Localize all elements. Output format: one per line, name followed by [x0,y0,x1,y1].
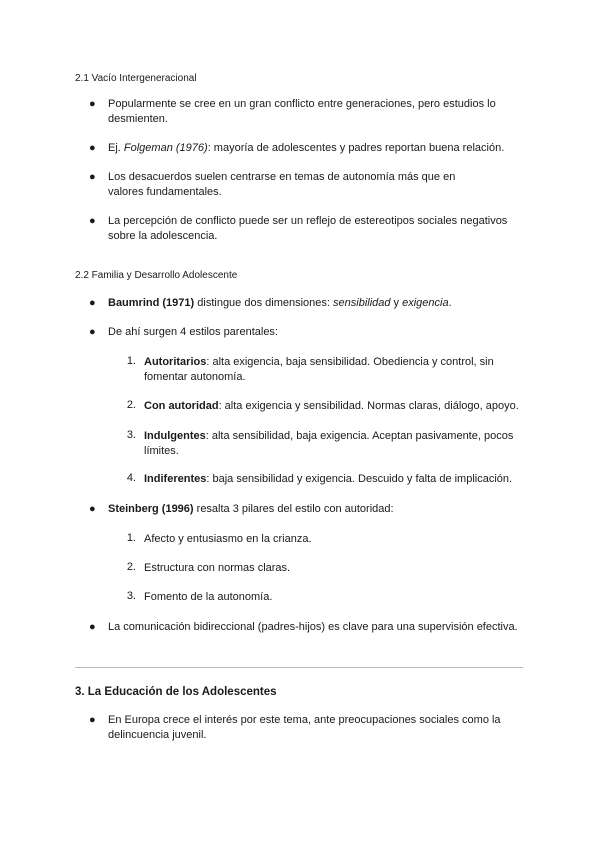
list-item: Popularmente se cree en un gran conflicto entre generaciones, pero estudios lo desmienten. [108,98,496,125]
list-item: En Europa crece el interés por este tema, ante preocupaciones sociales como la delincuencia juvenil. [108,714,501,741]
communication-item: La comunicación bidireccional (padres-hijos) es clave para una supervisión efectiva. [108,621,518,633]
list-number: 1. [126,532,136,544]
pillar-item: Estructura con normas claras. [144,562,291,574]
list-item: La percepción de conflicto puede ser un reflejo de estereotipos sociales negativos sobre la adolescencia. [108,215,508,242]
bullet-icon: ● [89,171,96,183]
list-number: 1. [126,355,136,367]
style-item-indiferentes: Indiferentes: baja sensibilidad y exigencia. Descuido y falta de implicación. [144,473,513,485]
bullet-icon: ● [89,503,96,515]
pillar-item: Afecto y entusiasmo en la crianza. [144,533,312,545]
style-item-con-autoridad: Con autoridad: alta exigencia y sensibilidad. Normas claras, diálogo, apoyo. [144,400,519,412]
bullet-icon: ● [89,714,96,726]
steinberg-item: Steinberg (1996) resalta 3 pilares del estilo con autoridad: [108,503,394,515]
list-number: 3. [126,429,136,441]
bullet-icon: ● [89,142,96,154]
list-number: 2. [126,399,136,411]
baumrind-item: Baumrind (1971) distingue dos dimensiones: sensibilidad y exigencia. [108,297,452,309]
bullet-icon: ● [89,297,96,309]
bullet-icon: ● [89,621,96,633]
list-number: 2. [126,561,136,573]
list-number: 4. [126,472,136,484]
bullet-icon: ● [89,98,96,110]
bullet-icon: ● [89,326,96,338]
list-item: Los desacuerdos suelen centrarse en temas de autonomía más que en valores fundamentales. [108,171,456,198]
style-item-autoritarios: Autoritarios: alta exigencia, baja sensibilidad. Obediencia y control, sin fomentar autonomía. [144,356,494,383]
pillar-item: Fomento de la autonomía. [144,591,273,603]
list-number: 3. [126,590,136,602]
section-divider [75,667,523,668]
section-2-2-heading: 2.2 Familia y Desarrollo Adolescente [75,270,238,281]
bullet-icon: ● [89,215,96,227]
style-item-indulgentes: Indulgentes: alta sensibilidad, baja exigencia. Aceptan pasivamente, pocos límites. [144,430,514,457]
list-item: Ej. Folgeman (1976): mayoría de adolescentes y padres reportan buena relación. [108,142,505,154]
styles-intro: De ahí surgen 4 estilos parentales: [108,326,278,338]
citation-folgeman: Folgeman (1976) [123,142,208,154]
section-2-1-heading: 2.1 Vacío Intergeneracional [75,73,197,84]
section-3-heading: 3. La Educación de los Adolescentes [75,686,277,698]
